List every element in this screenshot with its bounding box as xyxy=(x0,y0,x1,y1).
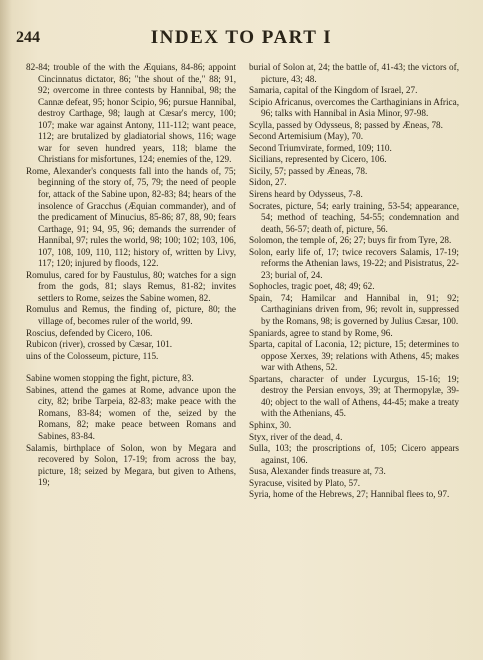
index-entry: Spaniards, agree to stand by Rome, 96. xyxy=(249,327,393,338)
index-entry: Second Artemisium (May), 70. xyxy=(249,131,364,142)
index-entry: Scipio Africanus, overcomes the Carthaginians in Africa, 96; talks with Hannibal in Asia Minor, 97-98. xyxy=(249,96,459,119)
index-entry: Sicily, 57; passed by Æneas, 78. xyxy=(249,165,368,176)
index-entry: Roscius, defended by Cicero, 106. xyxy=(26,327,153,338)
index-column-left xyxy=(26,62,236,489)
index-entry: Socrates, picture, 54; early training, 53-54; appearance, 54; method of teaching, 54-55; condemnation and death, 56-57; death of, picture, 56. xyxy=(249,200,459,234)
page-number: 244 xyxy=(16,29,40,46)
index-entry: Sabine women stopping the fight, picture, 83. xyxy=(26,373,194,384)
page-header xyxy=(16,29,467,53)
index-entry: Sirens heard by Odysseus, 7-8. xyxy=(249,189,363,200)
index-entry: Samaria, capital of the Kingdom of Israel, 27. xyxy=(249,85,418,96)
index-entry: Sidon, 27. xyxy=(249,177,287,188)
index-entry: Sphinx, 30. xyxy=(249,419,292,430)
index-entry: Salamis, birthplace of Solon, won by Megara and recovered by Solon, 17-19; from across the bay, picture, 18; seized by Megara, but given to Athens, 19; xyxy=(26,442,236,488)
index-entry: Romulus and Remus, the finding of, picture, 80; the village of, becomes ruler of the world, 99. xyxy=(26,304,236,327)
index-entry: Susa, Alexander finds treasure at, 73. xyxy=(249,466,386,477)
index-column-right xyxy=(249,62,459,501)
index-entry: Syria, home of the Hebrews, 27; Hannibal flees to, 97. xyxy=(249,489,450,500)
index-entry: Solon, early life of, 17; twice recovers Salamis, 17-19; reforms the Athenian laws, 19-22; and Pisistratus, 22-23; burial of, 24. xyxy=(249,246,459,280)
index-entry: Spain, 74; Hamilcar and Hannibal in, 91; 92; Carthaginians driven from, 96; revolt in, suppressed by the Romans, 98; is governed by Julius Cæsar, 100. xyxy=(249,292,459,327)
index-entry: Spartans, character of under Lycurgus, 15-16; 19; destroy the Persian envoys, 39; at Thermopylæ, 39-40; object to the wall of Athens, 44-45; make a treaty with the Athenians, 45. xyxy=(249,373,459,419)
page-edge-shadow xyxy=(0,0,12,660)
index-entry: Sulla, 103; the proscriptions of, 105; Cicero appears against, 106. xyxy=(249,443,459,465)
index-entry: Sicilians, represented by Cicero, 106. xyxy=(249,154,387,165)
index-entry: Syracuse, visited by Plato, 57. xyxy=(249,477,361,488)
index-entry: Sabines, attend the games at Rome, advance upon the city, 82; bribe Tarpeia, 82-83; make peace with the Romans, 83-84; women of the, seized by the Romans, 82; make peace between Romans and Sabines, 83-84. xyxy=(26,384,236,441)
index-entry: Sophocles, tragic poet, 48; 49; 62. xyxy=(249,281,375,292)
index-entry: Solomon, the temple of, 26; 27; buys fir from Tyre, 28. xyxy=(249,235,452,246)
index-entry: uins of the Colosseum, picture, 115. xyxy=(26,350,159,361)
index-entry: Romulus, cared for by Faustulus, 80; watches for a sign from the gods, 81; slays Remus, 81-82; invites settlers to Rome, seizes the Sabine women, 82. xyxy=(26,269,236,303)
running-title: INDEX TO PART I xyxy=(150,27,333,48)
index-entry: Sparta, capital of Laconia, 12; picture, 15; determines to oppose Xerxes, 39; relations with Athens, 45; makes war with Athens, 52. xyxy=(249,339,459,373)
index-entry: Scylla, passed by Odysseus, 8; passed by Æneas, 78. xyxy=(249,119,443,130)
index-entry: Rubicon (river), crossed by Cæsar, 101. xyxy=(26,339,173,350)
index-entry: burial of Solon at, 24; the battle of, 41-43; the victors of, picture, 43; 48. xyxy=(249,62,459,84)
index-entry: 82-84; trouble of the with the Æquians, 84-86; appoint Cincinnatus dictator, 86; "the shout of the," 88; 91, 92; overcome in three contests by Hannibal, 98; the Cannæ defeat, 95; honor Scipio, 96; pursue Hannibal, destroy Carthage, 98; laugh at Cæsar's mercy, 100; 107; make war against Antony, 111-112; want peace, 112; are brutalized by gladiatorial shows, 116; wage war for seven hundred years, 118; blame the Christians for misfortunes, 124; enemies of the, 129. xyxy=(26,62,236,165)
index-entry: Second Triumvirate, formed, 109; 110. xyxy=(249,142,392,153)
index-entry: Styx, river of the dead, 4. xyxy=(249,431,343,442)
index-entry: Rome, Alexander's conquests fall into the hands of, 75; beginning of the story of, 75, 79; the need of people for, attack of the Sabine upon, 82-83; 84; hears of the insolence of Gracchus (Æquian commander), and of the predicament of Minucius, 85-86; 87, 88, 90; fears Carthage, 91; 94, 95, 96; demands the surrender of Hannibal, 97; rules the world, 98; 100; 102; 103, 106, 107, 108, 109, 110, 112; history of, written by Livy, 117; 120; injured by floods, 122. xyxy=(26,165,236,269)
